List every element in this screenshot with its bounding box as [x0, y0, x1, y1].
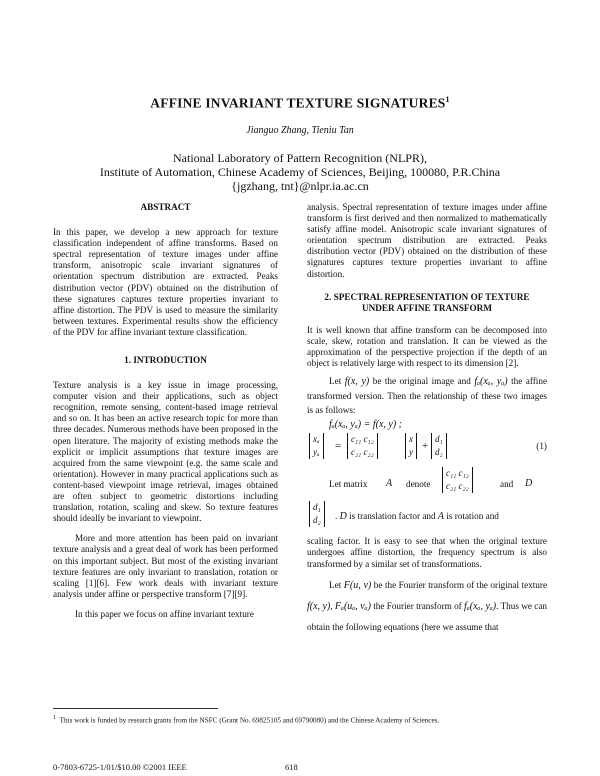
intro-paragraph: In this paper we focus on affine invariant texture [75, 608, 254, 619]
text-span: Let [329, 376, 342, 387]
equation-number: (1) [536, 441, 547, 452]
plus-sign: + [422, 440, 429, 453]
equals-sign: = [335, 440, 342, 453]
matrix-entry: xₐ [313, 434, 320, 445]
text-span: be the original image and [372, 376, 471, 387]
text-span: Let [329, 579, 342, 590]
intro-heading: 1. INTRODUCTION [124, 355, 207, 365]
text-span: and [500, 479, 514, 490]
text-span: original texture [490, 579, 548, 590]
sec2-heading-line: UNDER AFFINE TRANSFORM [362, 302, 492, 313]
matrix-d-inline [309, 501, 325, 527]
math-f-xy: f(x, y) [344, 376, 370, 388]
text-span: the Fourier [373, 600, 414, 611]
matrix-entry: c₁₁ c₁₂ [351, 434, 374, 445]
math-D: D [525, 478, 533, 490]
math-f-xy: f(x, y) [307, 600, 331, 612]
sec2-paragraph: It is well known that affine transform can be decomposed into scale, skew, rotation and translation. It can be viewed as the approximation of the perspective projection if the depth of an object is relatively large with respect to its dimension [2]. [307, 324, 547, 369]
equation-line: fₐ(xₐ, yₐ) = f(x, y) ; [329, 419, 402, 431]
intro-paragraph: Texture analysis is a key issue in image processing, computer vision and their applications, such as object recognition, remote sensing, content-based image retrieval and so on. It has been an active research topic for more than three decades. Numerous methods have been proposed in the open literature. The majority of existing methods make the explicit or implicit assumptions that texture images are acquired from the same viewpoint (e.g. the same scale and orientation). However in many practical applications such as content-based viewpoint image retrieval, images obtained are often subject to geometric distortions including translation, rotation, scaling and skew. So texture features should ideally be invariant to viewpoint. [53, 380, 278, 524]
matrix-entry: c₂₁ c₂₂ [446, 481, 469, 492]
d-definition-line [307, 501, 547, 533]
fourier-paragraph: Let F(u, v) be the Fourier transform of the original texture f(x, y), Fₐ(uₐ, vₐ) the Fourier transform of fₐ(xₐ, yₐ). Thus we can obtain the following equations (here we assume that [307, 579, 548, 632]
matrix-entry: d₂ [435, 447, 443, 458]
paper-title: AFFINE INVARIANT TEXTURE SIGNATURES$^1$ [150, 95, 450, 111]
matrix-entry: yₐ [313, 447, 320, 458]
abstract-heading: ABSTRACT [140, 202, 191, 212]
footnote [53, 715, 548, 724]
title-footnote-marker: 1 [445, 95, 450, 104]
right-column [307, 202, 547, 637]
matrix-entry: x [409, 434, 413, 445]
affiliation [0, 151, 600, 193]
math-fa: fₐ(xₐ, yₐ) [464, 600, 497, 612]
footnote-text: This work is funded by research grants from the NSFC (Grant No. 69825105 and 69790080) and the Chinese Academy of Sciences. [59, 716, 440, 725]
text-span: denote [406, 479, 431, 490]
text-span: transform of [416, 600, 462, 611]
abstract-continuation: analysis. Spectral representation of texture images under affine transform is first derived and then normalized to mathematically satisfy affine model. Anisotropic scale invariant signatures of orientation spectrum distribution are extracted. Peaks distribution vector (PDV) obtained on the distribution of these signatures captures texture properties invariant to affine distortion. [307, 202, 547, 279]
sec2-heading [307, 292, 547, 314]
math-A: A [437, 511, 445, 523]
text-span: Let matrix [329, 479, 368, 490]
d-sentence: . D is translation factor and A is rotation and [335, 511, 499, 523]
matrix-entry: c₂₁ c₂₂ [351, 447, 374, 458]
sec2-let-paragraph [307, 374, 547, 417]
matrix-xy [405, 433, 417, 459]
matrix-d [431, 433, 447, 459]
math-Fa: Fₐ(uₐ, vₐ) [334, 600, 371, 612]
sec2-paragraph: scaling factor. It is easy to see that when the original texture undergoes affine distortion, the frequency spectrum is also transformed by a similar set of transformations. [307, 536, 547, 569]
authors: Jianguo Zhang, Tieniu Tan [246, 125, 354, 136]
affiliation-line: Institute of Automation, Chinese Academy of Sciences, Beijing, 100080, P.R.China [99, 165, 501, 179]
left-column [53, 202, 278, 338]
math-F-uv: F(u, v) [343, 579, 372, 591]
text-span: is rotation and [446, 511, 499, 522]
footnote-rule [53, 708, 218, 709]
math-fa: fₐ(xₐ, yₐ) [474, 376, 508, 388]
math-D: D [339, 511, 347, 523]
matrix-c-inline [442, 467, 473, 493]
matrix-entry: d₁ [313, 502, 321, 513]
matrix-entry: d₂ [313, 515, 321, 526]
footer-copyright: 0-7803-6725-1/01/$10.00 ©2001 IEEE [53, 762, 187, 772]
intro-paragraph: More and more attention has been paid on invariant texture analysis and a great deal of work has been performed on this important subject. But most of the existing invariant texture features are only invariant to translation, rotation or scaling [1][6]. Few work deals with invariant texture analysis under affine or perspective transform [7][9]. [53, 533, 278, 599]
equation-1 [307, 433, 547, 465]
matrix-entry: c₁₁ c₁₂ [446, 468, 469, 479]
page-number: 618 [285, 762, 298, 772]
text-span: the affine transformed version. Then the relationship of these two images is as follows: [307, 376, 548, 416]
matrix-entry: d₁ [435, 434, 443, 445]
intro-section [53, 355, 278, 620]
text-span: be the Fourier transform of the [373, 579, 488, 590]
text-span: is translation factor and [349, 511, 436, 522]
math-A: A [386, 478, 393, 490]
affiliation-line: National Laboratory of Pattern Recognition (NLPR), [173, 151, 427, 165]
matrix-entry: y [409, 447, 413, 458]
affiliation-email: {jgzhang, tnt}@nlpr.ia.ac.cn [231, 179, 369, 193]
text-span: . Thus we can obtain the following equations (here we assume that [307, 600, 547, 632]
matrix-xa [309, 433, 324, 459]
footnote-marker: 1 [53, 715, 56, 721]
matrix-c [347, 433, 378, 459]
abstract-text: In this paper, we develop a new approach for texture classification independent of affine transforms. Based on spectral representation of texture images under affine transform, anisotropic scale invariant signatures of orientation spectrum distribution are extracted. Peaks distribution vector (PDV) obtained on the distribution of these signatures captures texture properties invariant to affine distortion. The PDV is used to measure the similarity between textures. Experimental results show the efficiency of the PDV for affine invariant texture classification. [53, 227, 278, 337]
matrix-definition-line [307, 467, 547, 501]
sec2-heading-line: 2. SPECTRAL REPRESENTATION OF TEXTURE [324, 291, 530, 302]
